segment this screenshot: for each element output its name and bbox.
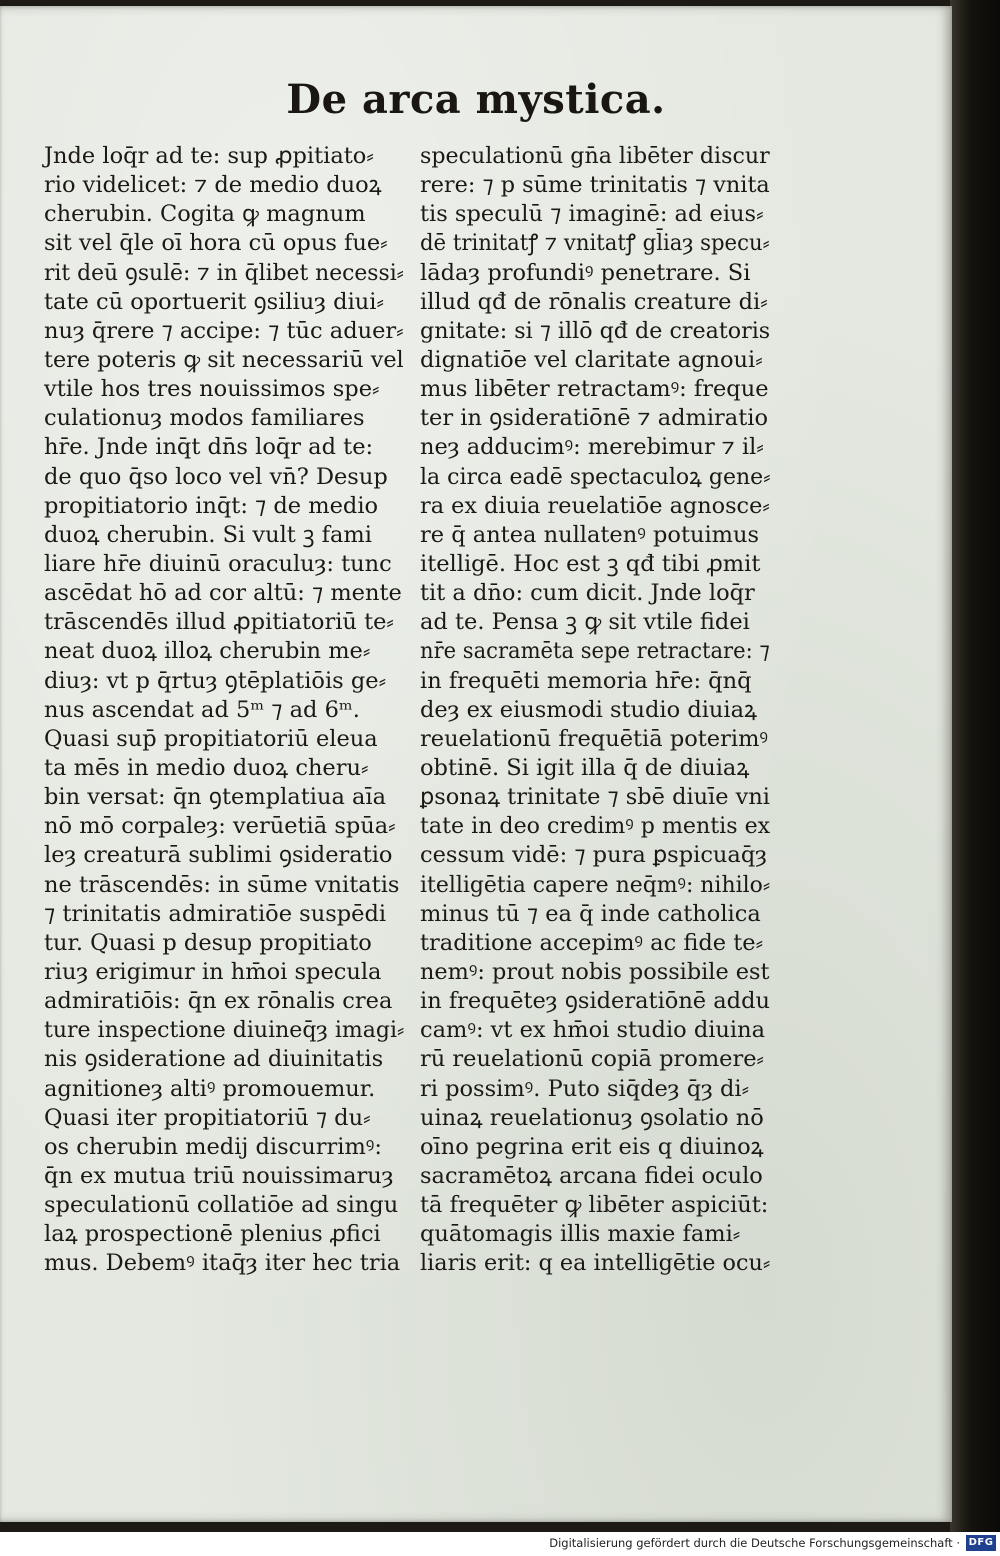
text-line: bin versat: q̄n ꝯtemplatiua aīa: [44, 784, 387, 811]
text-line: laꝝ prospectionē plenius ꝓfici: [44, 1221, 381, 1248]
text-line: de quo q̄so loco vel vn̄? Desup: [44, 463, 388, 490]
book-edge: [950, 0, 1000, 1532]
footer-bar: [0, 1532, 1000, 1556]
text-line: trāscendēs illud ꝓpitiatoriū te⸗: [44, 609, 394, 636]
text-line: nus ascendat ad 5ᵐ ⁊ ad 6ᵐ.: [44, 696, 360, 723]
text-line: Jnde loq̄r ad te: sup ꝓpitiato⸗: [44, 143, 374, 169]
text-line: tis speculū ⁊ imaginē: ad eius⸗: [420, 201, 764, 228]
text-line: gnitate: si ⁊ illō qđ de creatoris: [420, 317, 771, 344]
text-line: dignatiōe vel claritate agnoui⸗: [420, 346, 763, 373]
text-line: tit a dn̄o: cum dicit. Jnde loq̄r: [420, 580, 755, 607]
text-line: ta mēs in medio duoꝝ cheru⸗: [44, 754, 369, 781]
text-line: uinaꝝ reuelationuȝ ꝯsolatio nō: [420, 1104, 764, 1131]
text-line: illud qđ de rōnalis creature di⸗: [420, 288, 768, 315]
text-line: tur. Quasi p desup propitiato: [44, 929, 372, 956]
text-line: dē trinitatꝭ ⁊ vnitatꝭ gl̄iaȝ specu⸗: [420, 230, 770, 257]
text-line: cessum vidē: ⁊ pura ꝑspicuaq̄ȝ: [420, 842, 767, 869]
text-line: la circa eadē spectaculoꝝ gene⸗: [420, 463, 771, 490]
text-line: itelligē. Hoc est ꝫ qđ tibi ꝓmit: [420, 550, 761, 577]
text-line: hr̄e. Jnde inq̄t dn̄s loq̄r ad te:: [44, 434, 374, 461]
text-line: oīno pegrina erit eis q diuinoꝝ: [420, 1133, 764, 1160]
text-line: speculationū gn̄a libēter discur: [420, 143, 770, 169]
text-line: mus libēter retractamꝰ: freque: [420, 376, 769, 403]
text-line: lādaȝ profundiꝰ penetrare. Si: [420, 259, 751, 286]
text-line: nemꝰ: prout nobis possibile est: [420, 958, 770, 985]
text-line: rū reuelationū copiā promere⸗: [420, 1046, 765, 1073]
text-line: speculationū collatiōe ad singu: [44, 1192, 399, 1219]
text-line: deȝ ex eiusmodi studio diuiaꝝ: [420, 696, 758, 723]
text-line: agnitioneȝ altiꝰ promouemur.: [44, 1075, 376, 1102]
text-column-left: [44, 142, 404, 1278]
text-line: duoꝝ cherubin. Si vult ꝫ fami: [44, 521, 372, 548]
text-line: re q̄ antea nullatenꝰ potuimus: [420, 521, 760, 548]
dfg-logo: DFG: [966, 1535, 996, 1551]
text-line: traditione accepimꝰ ac fide te⸗: [420, 929, 764, 956]
text-line: culationuȝ modos familiares: [44, 405, 365, 432]
text-line: diuȝ: vt p q̄rtuȝ ꝯtēplatiōis ge⸗: [44, 667, 387, 694]
text-line: liaris erit: q ea intelligētie ocu⸗: [420, 1250, 771, 1277]
text-line: ne trāscendēs: in sūme vnitatis: [44, 871, 400, 898]
text-line: in frequēti memoria hr̄e: q̄nq̄: [420, 667, 752, 694]
text-line: Quasi iter propitiatoriū ⁊ du⸗: [44, 1104, 371, 1131]
text-line: in frequēteȝ ꝯsideratiōnē addu: [420, 988, 770, 1015]
text-line: tere poteris ꝙ sit necessariū vel: [44, 346, 404, 373]
text-line: rit deū ꝯsulē: ⁊ in q̄libet necessi⸗: [44, 259, 404, 286]
text-line: ter in ꝯsideratiōnē ⁊ admiratio: [420, 405, 769, 432]
text-line: itelligētia capere neq̄mꝰ: nihilo⸗: [420, 871, 771, 898]
text-line: leȝ creaturā sublimi ꝯsideratio: [44, 842, 393, 869]
text-line: Quasi sup̄ propitiatoriū eleua: [44, 725, 378, 752]
text-column-right: [420, 142, 770, 1278]
text-line: obtinē. Si igit illa q̄ de diuiaꝝ: [420, 754, 750, 781]
running-head: De arca mystica.: [286, 76, 666, 123]
text-line: admiratiōis: q̄n ex rōnalis crea: [44, 988, 393, 1015]
text-line: nr̄e sacramēta sepe retractare: ⁊: [420, 638, 770, 665]
text-line: nō mō corpaleȝ: verūetiā spūa⸗: [44, 813, 396, 840]
text-line: sacramētoꝝ arcana fidei oculo: [420, 1162, 763, 1189]
text-line: rio videlicet: ⁊ de medio duoꝝ: [44, 172, 382, 199]
text-line: ad te. Pensa ꝫ ꝙ sit vtile fidei: [420, 609, 750, 636]
text-line: ꝑsonaꝝ trinitate ⁊ sbē diuīe vni: [420, 784, 770, 811]
text-line: tate in deo credimꝰ p mentis ex: [420, 813, 771, 840]
text-line: reuelationū frequētiā poterimꝰ: [420, 725, 769, 752]
text-line: vtile hos tres nouissimos spe⸗: [44, 376, 380, 403]
text-line: riuȝ erigimur in hm̄oi specula: [44, 958, 382, 985]
funding-credit: Digitalisierung gefördert durch die Deutsche Forschungsgemeinschaft ·: [549, 1536, 960, 1550]
text-line: neat duoꝝ illoꝝ cherubin me⸗: [44, 638, 371, 665]
text-line: tate cū oportuerit ꝯsiliuȝ diui⸗: [44, 288, 384, 315]
text-line: sit vel q̄le oī hora cū opus fue⸗: [44, 230, 388, 257]
text-line: neȝ adducimꝰ: merebimur ⁊ il⸗: [420, 434, 764, 461]
text-line: mus. Debemꝰ itaq̄ȝ iter hec tria: [44, 1250, 401, 1277]
text-line: ascēdat hō ad cor altū: ⁊ mente: [44, 580, 402, 607]
text-line: ⁊ trinitatis admiratiōe suspēdi: [44, 900, 387, 927]
book-page: [0, 6, 952, 1522]
text-line: ture inspectione diuineq̄ȝ imagi⸗: [44, 1017, 405, 1044]
text-line: nis ꝯsideratione ad diuinitatis: [44, 1046, 384, 1073]
text-line: quātomagis illis maxie fami⸗: [420, 1221, 741, 1248]
text-line: q̄n ex mutua triū nouissimaruȝ: [44, 1162, 394, 1189]
text-line: rere: ⁊ p sūme trinitatis ⁊ vnita: [420, 172, 770, 199]
text-line: ri possimꝰ. Puto siq̄deȝ q̄ȝ di⸗: [420, 1075, 750, 1102]
text-line: propitiatorio inq̄t: ⁊ de medio: [44, 492, 379, 519]
text-line: os cherubin medij discurrimꝰ:: [44, 1133, 382, 1160]
text-line: camꝰ: vt ex hm̄oi studio diuina: [420, 1017, 766, 1044]
text-line: ra ex diuia reuelatiōe agnosce⸗: [420, 492, 770, 519]
text-line: minus tū ⁊ ea q̄ inde catholica: [420, 900, 761, 927]
text-line: nuȝ q̄rere ⁊ accipe: ⁊ tūc aduer⸗: [44, 317, 404, 344]
text-line: tā frequēter ꝙ libēter aspiciūt:: [420, 1192, 769, 1219]
text-line: cherubin. Cogita ꝙ magnum: [44, 201, 366, 228]
text-line: liare hr̄e diuinū oraculuȝ: tunc: [44, 550, 392, 577]
